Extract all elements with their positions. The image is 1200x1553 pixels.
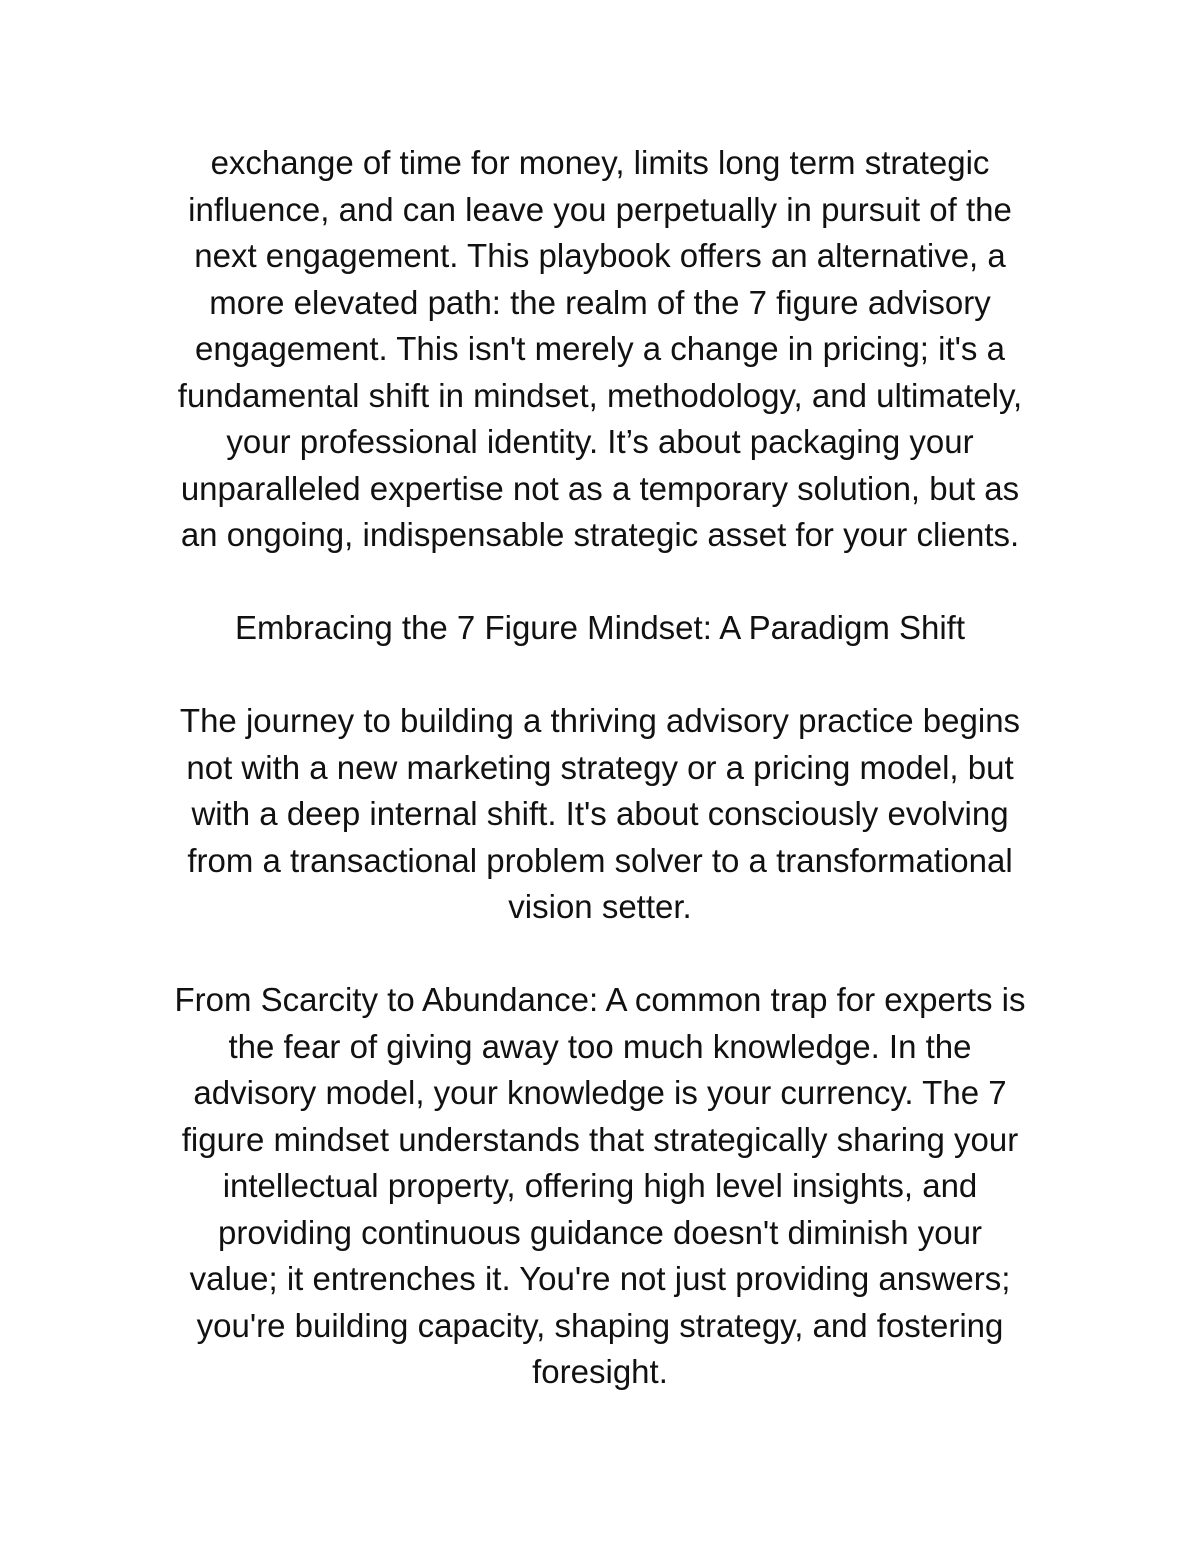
paragraph-line: intellectual property, offering high level insights, and [222,1167,978,1204]
paragraph-line: providing continuous guidance doesn't diminish your [218,1213,982,1251]
section-heading-block [130,605,1070,652]
paragraph-line: you're building capacity, shaping strategy, and fostering [196,1306,1004,1344]
paragraph-spacer [130,931,1070,978]
paragraph-line: engagement. This isn't merely a change in pricing; it's a [195,330,1005,367]
paragraph-spacer [130,652,1070,699]
abundance-paragraph [130,977,1070,1396]
paragraph-line: exchange of time for money, limits long term strategic [210,144,990,181]
paragraph-line: an ongoing, indispensable strategic asset for your clients. [180,516,1020,553]
paragraph-spacer [130,559,1070,606]
paragraph-line: value; it entrenches it. You're not just providing answers; [189,1260,1011,1297]
paragraph-line: with a deep internal shift. It's about consciously evolving [191,795,1009,832]
paragraph-line: The journey to building a thriving advisory practice begins [179,702,1021,739]
section-heading: Embracing the 7 Figure Mindset: A Paradigm Shift [234,609,966,646]
paragraph-line: advisory model, your knowledge is your currency. The 7 [193,1074,1007,1111]
paragraph-line: from a transactional problem solver to a transformational [187,841,1013,879]
paragraph-line: unparalleled expertise not as a temporary solution, but as [180,469,1020,507]
paragraph-line: figure mindset understands that strategically sharing your [181,1120,1019,1158]
paragraph-line: not with a new marketing strategy or a pricing model, but [186,748,1014,786]
paragraph-line: your professional identity. It’s about packaging your [226,423,974,460]
paragraph-line: fundamental shift in mindset, methodology, and ultimately, [177,376,1023,414]
paragraph-line: vision setter. [508,888,692,925]
intro-paragraph [130,140,1070,559]
journey-paragraph [130,698,1070,931]
paragraph-line: influence, and can leave you perpetually in pursuit of the [188,190,1012,228]
paragraph-line: more elevated path: the realm of the 7 figure advisory [209,283,991,321]
paragraph-line: From Scarcity to Abundance: A common trap for experts is [174,981,1026,1018]
paragraph-line: next engagement. This playbook offers an alternative, a [194,237,1006,274]
paragraph-line: foresight. [532,1353,668,1390]
paragraph-line: the fear of giving away too much knowledge. In the [228,1027,972,1065]
